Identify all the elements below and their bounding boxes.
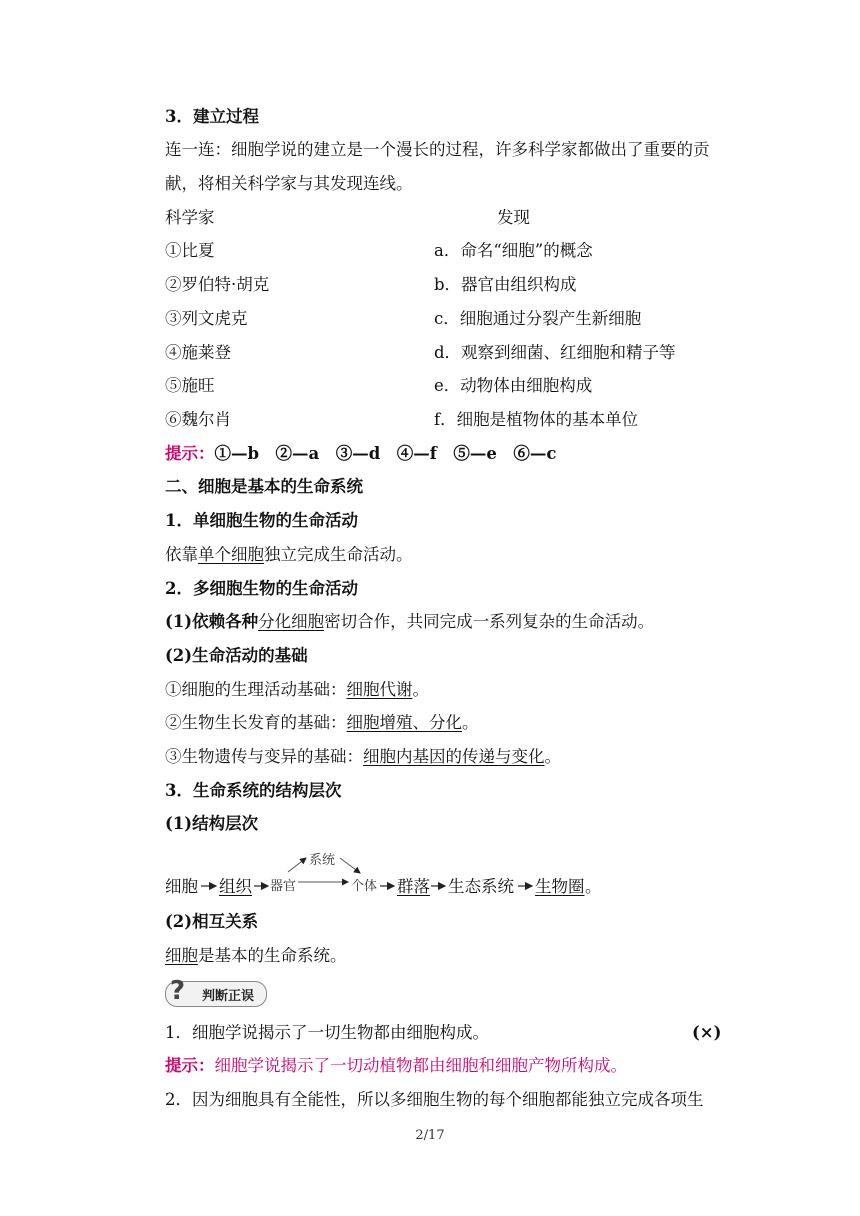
paragraph: 连一连：细胞学说的建立是一个漫长的过程，许多科学家都做出了重要的贡 [165, 140, 710, 159]
text: 密切合作，共同完成一系列复杂的生命活动。 [324, 612, 655, 631]
text: 。 [544, 747, 561, 766]
discovery-item: e．动物体由细胞构成 [434, 376, 593, 395]
subsection-heading: 3．生命系统的结构层次 [165, 781, 342, 800]
flow-organ: 器官 [270, 879, 297, 894]
fill-blank: 细胞 [165, 946, 198, 965]
text: 独立完成生命活动。 [264, 545, 413, 564]
fill-blank: 细胞内基因的传递与变化 [363, 747, 545, 766]
subsection-heading: 1．单细胞生物的生命活动 [165, 511, 358, 530]
tip-line [165, 1055, 627, 1077]
flow-tissue: 组织 [219, 877, 252, 896]
flow-individual: 个体 [351, 879, 378, 894]
text: 。 [412, 680, 429, 699]
discovery-item: a．命名“细胞”的概念 [434, 241, 593, 260]
tip-label: 提示： [165, 444, 215, 463]
discovery-item: d．观察到细菌、红细胞和精子等 [434, 343, 676, 362]
flow-system: 系统 [309, 853, 336, 868]
section-heading: 3．建立过程 [165, 107, 259, 126]
answer-mark: (×) [692, 1023, 722, 1042]
fill-blank: 细胞增殖、分化 [346, 713, 462, 732]
column-header-discovery: 发现 [497, 208, 530, 227]
tip-text: 细胞学说揭示了一切动植物都由细胞和细胞产物所构成。 [214, 1056, 627, 1075]
text: (1)依赖各种 [165, 612, 259, 631]
paragraph: (2)生命活动的基础 [165, 646, 308, 665]
text: 。 [462, 713, 479, 732]
discovery-item: f．细胞是植物体的基本单位 [434, 410, 639, 429]
flow-end: 。 [585, 877, 602, 896]
scientist-item: ⑤施旺 [165, 376, 215, 395]
fill-blank: 单个细胞 [198, 545, 264, 564]
question: 1．细胞学说揭示了一切生物都由细胞构成。 [165, 1023, 489, 1042]
fill-blank: 细胞代谢 [346, 680, 413, 699]
paragraph: (2)相互关系 [165, 912, 259, 931]
flow-cell: 细胞 [165, 877, 198, 896]
text: 是基本的生命系统。 [198, 946, 347, 965]
text: ③生物遗传与变异的基础： [165, 747, 363, 766]
question-icon: ? [170, 976, 186, 1006]
badge-label: 判断正误 [202, 989, 255, 1004]
part-heading: 二、细胞是基本的生命系统 [165, 477, 363, 496]
scientist-item: ①比夏 [165, 241, 215, 260]
paragraph: (1)结构层次 [165, 814, 259, 833]
paragraph: 献，将相关科学家与其发现连线。 [165, 174, 413, 193]
text: 依靠 [165, 545, 198, 564]
column-header-scientist: 科学家 [165, 208, 215, 227]
text: ②生物生长发育的基础： [165, 713, 347, 732]
scientist-item: ⑥魏尔肖 [165, 410, 231, 429]
subsection-heading: 2．多细胞生物的生命活动 [165, 579, 358, 598]
question: 2．因为细胞具有全能性，所以多细胞生物的每个细胞都能独立完成各项生 [165, 1090, 704, 1109]
scientist-item: ②罗伯特·胡克 [165, 275, 270, 294]
tip-label: 提示： [165, 1056, 215, 1075]
scientist-item: ③列文虎克 [165, 309, 248, 328]
flow-biosphere: 生物圈 [535, 877, 585, 896]
flow-community: 群落 [397, 877, 430, 896]
text: ①细胞的生理活动基础： [165, 680, 347, 699]
judge-badge [165, 976, 267, 1007]
flow-ecosystem: 生态系统 [448, 877, 514, 896]
discovery-item: c．细胞通过分裂产生新细胞 [434, 309, 642, 328]
paragraph [165, 945, 347, 967]
fill-blank: 分化细胞 [258, 612, 325, 631]
scientist-item: ④施莱登 [165, 343, 231, 362]
tip-answer: ①—b ②—a ③—d ④—f ⑤—e ⑥—c [214, 444, 557, 463]
discovery-item: b．器官由组织构成 [434, 275, 577, 294]
page-number: 2/17 [415, 1128, 445, 1143]
